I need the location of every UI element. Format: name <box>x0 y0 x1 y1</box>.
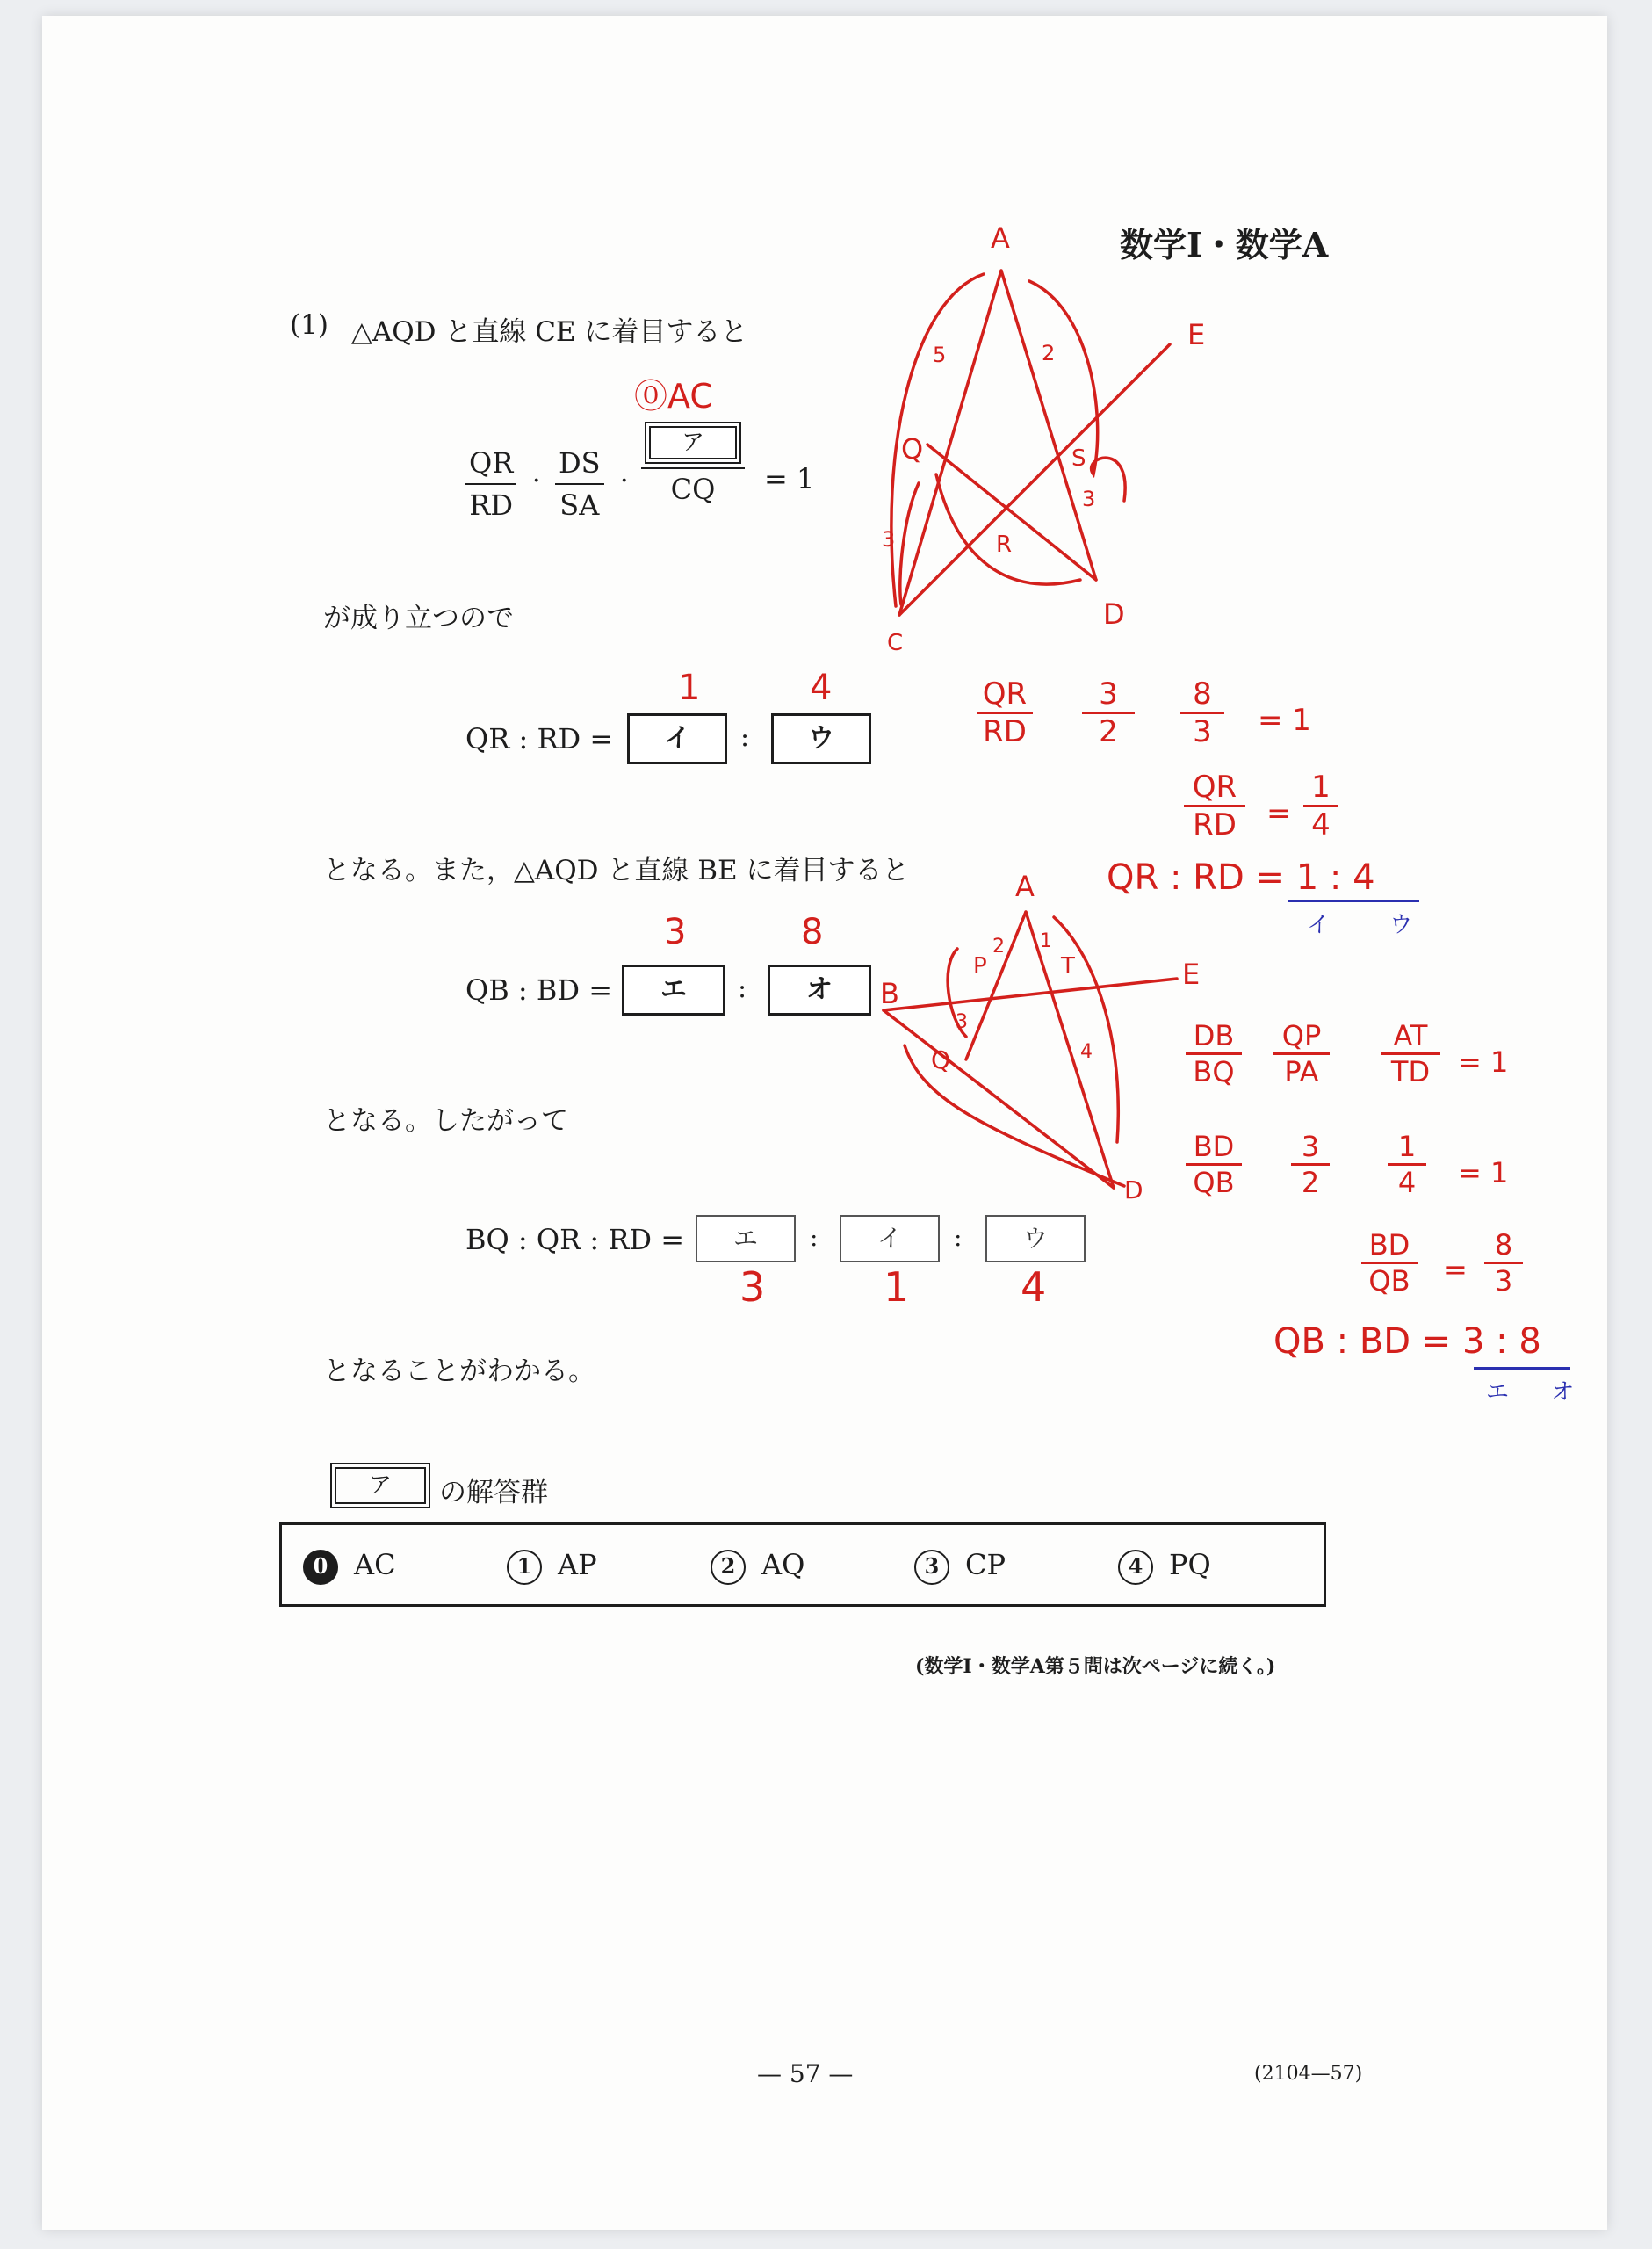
blue-marks: イ ウ <box>1307 912 1439 938</box>
intro-line-2: となる。また，△AQD と直線 BE に着目すると <box>323 855 910 886</box>
hand-answer-bq: 3 <box>739 1263 766 1311</box>
calc-eq: = 1 <box>1258 703 1311 738</box>
fig1-label: 3 <box>1082 487 1096 511</box>
hand-answer-qr: 1 <box>884 1263 910 1311</box>
fig2-label: P <box>973 953 987 980</box>
choice-mark-0: 0 <box>303 1550 338 1585</box>
calc-den: 3 <box>1193 714 1212 749</box>
fig1-label: Q <box>901 432 924 466</box>
answer-box-i[interactable]: イ <box>627 713 727 764</box>
hand-answer-rd: 4 <box>1021 1263 1047 1311</box>
frac-bar <box>465 483 516 485</box>
frac-bar <box>555 483 604 485</box>
calc-den: QB <box>1368 1264 1410 1298</box>
frac-den: RD <box>469 488 514 522</box>
fig2-label: B <box>880 977 899 1010</box>
fig2-label: 1 <box>1040 930 1052 952</box>
blue-underline <box>1474 1367 1570 1370</box>
colon: : <box>740 722 750 753</box>
fig1-label: S <box>1071 445 1086 472</box>
calc-num: AT <box>1393 1019 1428 1052</box>
frac-num: DS <box>559 446 601 480</box>
calc-num: 8 <box>1494 1228 1513 1262</box>
choice-0[interactable] <box>303 1548 396 1585</box>
choice-text: PQ <box>1169 1548 1211 1581</box>
blue-marks: エ オ <box>1486 1379 1592 1406</box>
fig1-label: 3 <box>882 527 896 552</box>
calc-num: 1 <box>1397 1130 1417 1163</box>
choice-1[interactable] <box>507 1548 597 1585</box>
ratio-bq-qr-rd-label: BQ : QR : RD = <box>465 1223 685 1256</box>
choice-text: AP <box>558 1548 597 1581</box>
hand-answer-a: ⓪AC <box>634 377 713 416</box>
hand-figure-1 <box>861 211 1230 668</box>
exam-code: (2104—57) <box>1254 2063 1363 2085</box>
subject-header: 数学Ⅰ・数学A <box>1120 225 1329 264</box>
fig1-label: 2 <box>1042 341 1056 365</box>
calc-eq: = <box>1266 796 1292 831</box>
line-be <box>884 979 1177 1010</box>
answer-box-o[interactable]: オ <box>768 965 871 1016</box>
frac-den: CQ <box>670 473 716 506</box>
calc-den: 4 <box>1311 807 1331 842</box>
calc-num: 8 <box>1193 676 1212 712</box>
fraction-ds-sa <box>555 446 604 522</box>
frac-bar <box>641 467 745 469</box>
fig1-label: C <box>887 630 904 656</box>
fraction-box-cq <box>641 422 745 506</box>
answer-box-e[interactable]: エ <box>622 965 725 1016</box>
calc-den: QB <box>1193 1166 1235 1199</box>
line-bd <box>884 1010 1114 1188</box>
part-label: (1) <box>290 309 328 341</box>
calc-eq: = 1 <box>1458 1045 1509 1079</box>
calc-num: QR <box>1192 770 1237 805</box>
calc-result: QB : BD = 3 : 8 <box>1273 1321 1541 1362</box>
text-therefore: となる。したがって <box>323 1105 568 1137</box>
dot-operator: · <box>620 466 629 496</box>
answer-box-u[interactable]: ウ <box>771 713 871 764</box>
calc-num: DB <box>1193 1019 1235 1052</box>
choice-2[interactable] <box>711 1548 804 1585</box>
choice-4[interactable] <box>1118 1548 1211 1585</box>
choice-mark-1: 1 <box>507 1550 542 1585</box>
ref-box-i: イ <box>840 1215 940 1262</box>
frac-num: QR <box>469 446 514 480</box>
answer-group-box-label: ア <box>335 1467 426 1504</box>
fig1-label: R <box>996 532 1013 558</box>
choice-mark-2: 2 <box>711 1550 746 1585</box>
choice-mark-3: 3 <box>914 1550 949 1585</box>
fig2-label: T <box>1061 953 1075 980</box>
calc-num: 1 <box>1311 770 1331 805</box>
fig2-label: 2 <box>992 936 1005 958</box>
calc-num: BD <box>1193 1130 1235 1163</box>
fig1-label: 5 <box>933 343 947 367</box>
calc-den: 4 <box>1397 1166 1417 1199</box>
continue-note: (数学Ⅰ・数学A第５問は次ページに続く。) <box>915 1655 1276 1678</box>
calc-den: BQ <box>1193 1055 1235 1088</box>
fig2-label: D <box>1124 1175 1143 1204</box>
answer-box-a[interactable] <box>645 422 741 464</box>
fig1-label: D <box>1103 597 1125 631</box>
calc-den: 2 <box>1099 714 1118 749</box>
fig1-label: A <box>991 221 1010 255</box>
calc-den: 2 <box>1301 1166 1320 1199</box>
calc-eq: = 1 <box>1458 1156 1509 1190</box>
calc-num: 3 <box>1099 676 1118 712</box>
hand-answer-e: 3 <box>664 912 687 952</box>
choice-text: AQ <box>761 1548 805 1581</box>
calc-num: BD <box>1368 1228 1410 1262</box>
frac-num <box>641 422 745 464</box>
calc-num: 3 <box>1301 1130 1320 1163</box>
colon: : <box>954 1223 963 1252</box>
ref-box-u: ウ <box>985 1215 1086 1262</box>
equals-one: = 1 <box>764 462 815 495</box>
calc-eq: = <box>1444 1253 1468 1286</box>
hand-answer-u: 4 <box>810 668 833 708</box>
hand-calc-1 <box>977 676 1439 940</box>
fig2-label: E <box>1182 958 1201 991</box>
hand-answer-o: 8 <box>801 912 824 952</box>
calc-den: RD <box>983 714 1027 749</box>
fraction-qr-rd <box>465 446 516 522</box>
dot-operator: · <box>532 466 541 496</box>
fig2-label: 4 <box>1080 1041 1093 1063</box>
answer-choices <box>279 1522 1326 1607</box>
frac-den: SA <box>559 488 600 522</box>
fig2-label: A <box>1015 870 1035 903</box>
answer-group-box <box>330 1463 430 1508</box>
page-number: — 57 — <box>757 2059 854 2088</box>
colon: : <box>738 973 747 1004</box>
calc-den: 3 <box>1494 1264 1513 1298</box>
calc-den: RD <box>1193 807 1237 842</box>
intro-line-1: △AQD と直線 CE に着目すると <box>351 316 748 348</box>
fig1-label: E <box>1187 318 1206 351</box>
choice-3[interactable] <box>914 1548 1006 1585</box>
text-known: となることがわかる。 <box>323 1356 595 1387</box>
choice-mark-4: 4 <box>1118 1550 1153 1585</box>
answer-group-title: の解答群 <box>439 1477 548 1508</box>
blue-underline <box>1288 900 1419 902</box>
calc-den: TD <box>1390 1055 1431 1088</box>
hand-answer-i: 1 <box>678 668 701 708</box>
text-holds: が成り立つので <box>323 603 514 634</box>
choice-text: AC <box>354 1548 396 1581</box>
colon: : <box>810 1223 819 1252</box>
calc-num: QP <box>1281 1019 1322 1052</box>
answer-box-a-label: ア <box>649 426 737 459</box>
hand-calc-2 <box>1186 1019 1592 1423</box>
arc-qd <box>936 474 1080 584</box>
ratio-qb-bd-label: QB : BD = <box>465 973 613 1007</box>
fig2-label: 3 <box>956 1011 968 1033</box>
calc-den: PA <box>1284 1055 1319 1088</box>
calc-result: QR : RD = 1 : 4 <box>1107 857 1375 898</box>
choice-text: CP <box>965 1548 1006 1581</box>
ratio-qr-rd-label: QR : RD = <box>465 722 614 756</box>
line-ad <box>1001 271 1096 580</box>
calc-num: QR <box>982 676 1028 712</box>
ref-box-e: エ <box>696 1215 796 1262</box>
fig2-label: Q <box>931 1045 951 1074</box>
